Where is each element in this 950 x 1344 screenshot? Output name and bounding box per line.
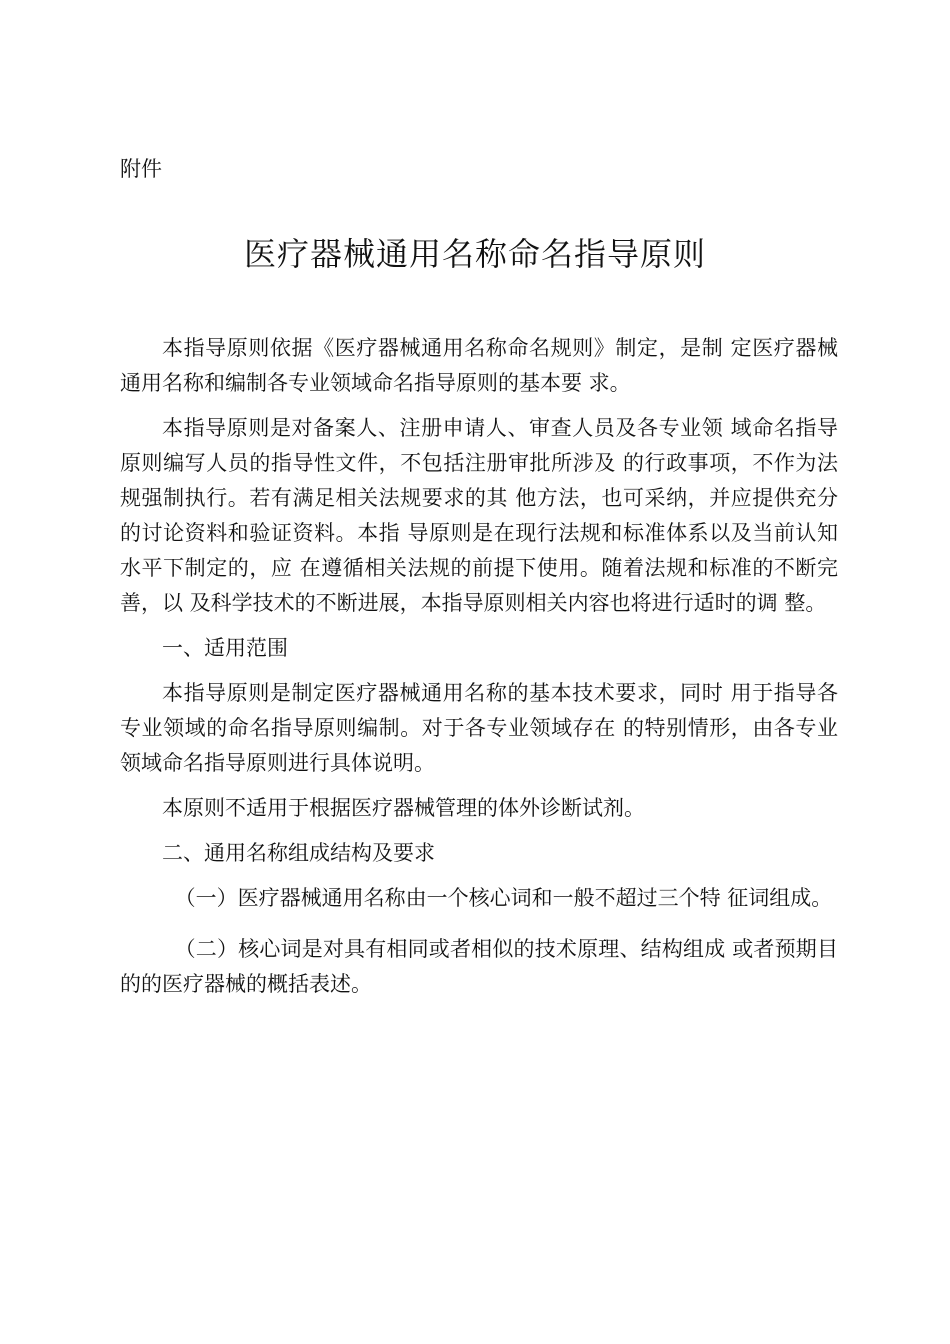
paragraph-scope-detail: 本指导原则是制定医疗器械通用名称的基本技术要求，同时 用于指导各专业领域的命名指导原则编制。对于各专业领域存在 的特别情形，由各专业领域命名指导原则进行具体说明。 [120,681,838,775]
document-title: 医疗器械通用名称命名指导原则 [243,235,706,273]
section-heading-structure: 二、通用名称组成结构及要求 [162,841,435,865]
paragraph-ivd-exclusion: 本原则不适用于根据医疗器械管理的体外诊断试剂。 [162,796,645,820]
paragraph-basis: 本指导原则依据《医疗器械通用名称命名规则》制定，是制 定医疗器械通用名称和编制各专业领域命名指导原则的基本要 求。 [120,336,838,395]
document-body [120,331,838,1002]
attachment-label: 附件 [120,157,162,181]
paragraph-structure-2: （二）核心词是对具有相同或者相似的技术原理、结构组成 或者预期目的的医疗器械的概括表述。 [120,937,838,996]
section-heading-scope: 一、适用范围 [162,636,288,660]
paragraph-structure-1: （一）医疗器械通用名称由一个核心词和一般不超过三个特 征词组成。 [174,886,833,910]
paragraph-scope-note: 本指导原则是对备案人、注册申请人、审查人员及各专业领 域命名指导原则编写人员的指导性文件，不包括注册审批所涉及 的行政事项，不作为法规强制执行。若有满足相关法规要求的其 他方法，也可采纳，并应提供充分的讨论资料和验证资料。本指 导原则是在现行法规和标准体系以及当前认知水平下制定的，应 在遵循相关法规的前提下使用。随着法规和标准的不断完善，以 及科学技术的不断进展，本指导原则相关内容也将进行适时的调 整。 [120,416,838,615]
